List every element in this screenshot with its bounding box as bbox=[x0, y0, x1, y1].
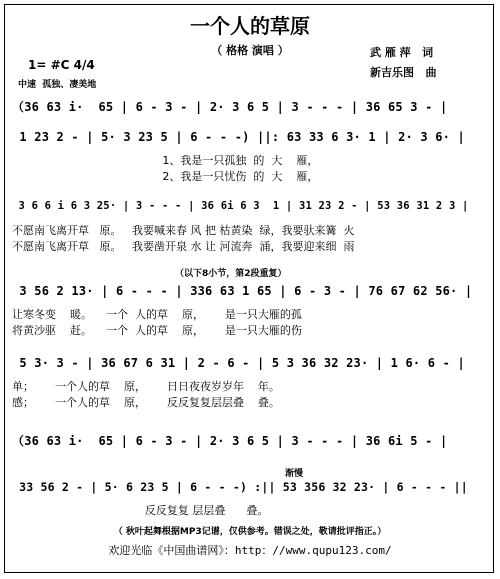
key-signature: 1= #C 4/4 bbox=[28, 58, 95, 72]
lyric-line-verse-1: 不愿南飞离开草 原。 我要喊来春 风 把 枯黄染 绿，我要驮来篝 火 bbox=[12, 224, 355, 237]
score-system bbox=[12, 94, 482, 124]
composer-credit: 新吉乐图 曲 bbox=[370, 66, 437, 79]
lyric-line-verse-2: 2、我是一只忧伤 的 大 雁， bbox=[12, 170, 319, 183]
lyric-line-verse-1: 1、我是一只孤独 的 大 雁， bbox=[12, 154, 319, 167]
notation-line: 3 6 6 i 6 3 25· | 3 - - - | 36 6i 6 3 1 | 31 23 2 - | 53 36 31 2 3 | bbox=[12, 200, 469, 212]
notation-line: 3 56 2 13· | 6 - - - | 336 63 1 65 | 6 - 3 - | 76 67 62 56· | bbox=[12, 284, 473, 298]
lyric-line-verse-2: 感； 一个人的草 原， 反反复复层层叠 叠。 bbox=[12, 396, 280, 409]
lyricist-credit: 武 雁 萍 词 bbox=[370, 46, 434, 59]
notation-line: 33 56 2 - | 5· 6 23 5 | 6 - - -) :|| 53 356 32 23· | 6 - - - || bbox=[12, 480, 468, 494]
lyric-line-verse-1: 单； 一个人的草 原， 日日夜夜岁岁年 年。 bbox=[12, 380, 280, 393]
notation-line: 5 3· 3 - | 36 67 6 31 | 2 - 6 - | 5 3 36 32 23· | 1 6· 6 - | bbox=[12, 356, 465, 370]
lyric-line-verse-1: 让寒冬变 暖。 一个 人的草 原， 是一只大雁的孤 bbox=[12, 308, 302, 321]
singer-credit: （ 格格 演唱 ） bbox=[211, 44, 289, 57]
tempo-marking: 中速 孤独、凄美地 bbox=[18, 80, 97, 90]
score-system bbox=[12, 284, 482, 339]
tempo-change-note: 渐慢 bbox=[285, 469, 304, 479]
score-system bbox=[12, 200, 482, 255]
score-system bbox=[12, 480, 482, 520]
repeat-note: （以下8小节，第2段重复） bbox=[175, 269, 287, 279]
lyric-line-verse-2: 反反复复 层层叠 叠。 bbox=[12, 504, 269, 517]
score-system bbox=[12, 356, 482, 411]
transcription-note: （ 秋叶起舞根据MP3记谱，仅供参考。错误之处，敬请批评指正。） bbox=[113, 527, 387, 537]
score-system bbox=[12, 432, 482, 462]
lyric-line-verse-2: 将黄沙驱 赶。 一个 人的草 原， 是一只大雁的伤 bbox=[12, 324, 302, 337]
notation-line: 1 23 2 - | 5· 3 23 5 | 6 - - -) ||: 63 33 6 3· 1 | 2· 3 6· | bbox=[12, 130, 465, 144]
notation-line: （36 63 i· 65 | 6 - 3 - | 2· 3 6 5 | 3 - - - | 36 6i 5 - | bbox=[12, 434, 448, 448]
score-system bbox=[12, 130, 482, 183]
lyric-line-verse-2: 不愿南飞离开草 原。 我要凿开泉 水 让 河流奔 涌，我要迎来细 雨 bbox=[12, 240, 355, 253]
site-credit: 欢迎光临《中国曲谱网》：http：//www.qupu123.com/ bbox=[108, 544, 392, 557]
song-title: 一个人的草原 bbox=[190, 14, 310, 38]
notation-line: （36 63 i· 65 | 6 - 3 - | 2· 3 6 5 | 3 - - - | 36 65 3 - | bbox=[12, 100, 448, 114]
